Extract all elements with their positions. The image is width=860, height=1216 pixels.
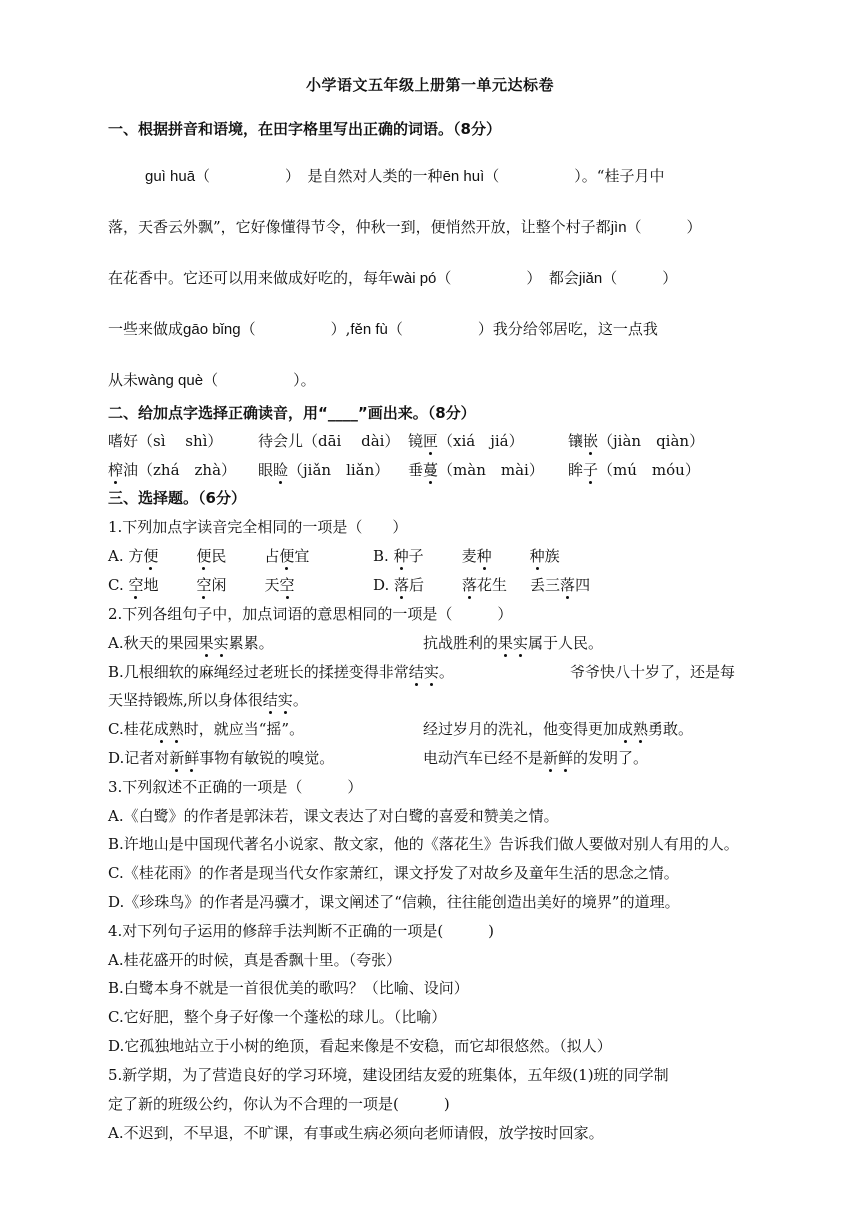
page-title: 小学语文五年级上册第一单元达标卷 [305, 76, 554, 94]
option-word [128, 545, 196, 566]
pronunciation-item [258, 459, 389, 480]
sentence-text: D.记者对 [108, 749, 170, 767]
sentence-left [108, 632, 274, 653]
word-text: 方 [128, 547, 144, 565]
sentence-text: （ ）。“桂子月中 [484, 167, 665, 185]
dotted-character: 嵌 [583, 432, 599, 450]
pinyin-text: ēn huì [442, 168, 485, 185]
dotted-word [543, 749, 573, 767]
sentence-text: 抗战胜利的 [423, 634, 499, 652]
sentence-text: （ ） [626, 218, 702, 236]
sentence-text: （ ） [602, 269, 678, 287]
word-text: 镜 [408, 432, 424, 450]
sentence-text: 累累。 [228, 634, 274, 652]
word-text: 垂 [408, 461, 424, 479]
section1-heading: 一、根据拼音和语境，在田字格里写出正确的词语。（8分） [108, 120, 501, 138]
word-text: 民 [211, 547, 227, 565]
pinyin-text: guì huā [145, 168, 196, 185]
dotted-word [154, 720, 184, 738]
dotted-character: 实 [277, 691, 293, 709]
pronunciation-item [258, 430, 399, 451]
dotted-character: 蔓 [423, 461, 439, 479]
option-word [462, 574, 530, 595]
choice-option [108, 545, 309, 566]
sentence-text: （ ） 是自然对人类的一种 [195, 167, 443, 185]
word-text: 麦 [461, 547, 477, 565]
dotted-character: 鲜 [558, 749, 574, 767]
sentence-text: 经过岁月的洗礼，他变得更加 [423, 720, 619, 738]
sentence-text: 的发明了。 [573, 749, 649, 767]
word-text: 眸 [568, 461, 584, 479]
dotted-word [169, 749, 199, 767]
dotted-character: 实 [213, 634, 229, 652]
word-text: 后 [409, 576, 425, 594]
sentence-left [108, 689, 308, 710]
sentence-text: 一些来做成 [108, 320, 184, 338]
sentence-text: （ ）我分给邻居吃，这一点我 [387, 320, 658, 338]
dotted-character: 种 [529, 547, 545, 565]
reading-choices: （màn mài） [438, 461, 544, 479]
question-3-option-c: C.《桂花雨》的作者是现当代女作家萧红，课文抒发了对故乡及童年生活的思念之情。 [108, 864, 679, 882]
word-text: 镶 [568, 432, 584, 450]
sentence-left [108, 661, 454, 682]
pronunciation-item [108, 430, 222, 451]
section1-line-3 [108, 267, 677, 288]
word-text: 占 [264, 547, 280, 565]
dotted-character: 鲜 [184, 749, 200, 767]
question-5-line-1: 5.新学期，为了营造良好的学习环境，建设团结友爱的班集体，五年级(1)班的同学制 [108, 1066, 669, 1084]
dotted-character: 便 [143, 547, 159, 565]
option-word [196, 574, 264, 595]
choice-option [108, 574, 295, 595]
word-text: 子 [408, 547, 424, 565]
dotted-character: 成 [618, 720, 634, 738]
dotted-character: 实 [513, 634, 529, 652]
dotted-word [618, 720, 648, 738]
reading-choices: （xiá jiá） [438, 432, 524, 450]
question-4-option-b: B.白鹭本身不就是一首很优美的歌吗？（比喻、设问） [108, 979, 469, 997]
question-3: 3.下列叙述不正确的一项是（ ） [108, 778, 363, 796]
question-5-option-a: A.不迟到，不早退，不旷课，有事或生病必须向老师请假，放学按时回家。 [108, 1124, 604, 1142]
reading-choices: 好（sì shì） [123, 432, 223, 450]
dotted-word [199, 634, 229, 652]
word-text: 丢三 [530, 576, 561, 594]
sentence-right [423, 632, 603, 653]
dotted-character: 熟 [168, 720, 184, 738]
question-5-line-2: 定了新的班级公约，你认为不合理的一项是( ) [108, 1095, 450, 1113]
choice-option [373, 574, 590, 595]
section1-line-2 [108, 216, 702, 237]
pinyin-text: gāo bǐng [183, 321, 241, 338]
dotted-character: 子 [583, 461, 599, 479]
dotted-character: 落 [462, 576, 478, 594]
sentence-text: 在花香中。它还可以用来做成好吃的，每年 [108, 269, 394, 287]
option-word [462, 545, 530, 566]
question-1-options-row-2 [108, 574, 768, 598]
pinyin-text: wài pó [393, 270, 437, 287]
dotted-character: 空 [279, 576, 295, 594]
question-1-options-row-1 [108, 545, 768, 569]
pronunciation-item [108, 459, 236, 480]
sentence-text: 勇敢。 [648, 720, 694, 738]
question-3-option-a: A.《白鹭》的作者是郭沫若，课文表达了对白鹭的喜爱和赞美之情。 [108, 807, 559, 825]
sentence-text: 属于人民。 [528, 634, 604, 652]
option-word [128, 574, 196, 595]
pronunciation-item [568, 430, 704, 451]
option-label: D. [373, 576, 395, 594]
dotted-character: 新 [169, 749, 185, 767]
dotted-word [263, 691, 293, 709]
section2-heading: 二、给加点字选择正确读音，用“____”画出来。（8分） [108, 404, 476, 422]
question-3-option-d: D.《珍珠鸟》的作者是冯骥才，课文阐述了“信赖，往往能创造出美好的境界”的道理。 [108, 893, 680, 911]
option-label: C. [108, 576, 129, 594]
option-label: B. [373, 547, 394, 565]
word-text: 待 [258, 432, 274, 450]
reading-choices: 会儿（dāi dài） [273, 432, 400, 450]
sentence-text: A.秋天的果园 [108, 634, 199, 652]
word-text: 宜 [294, 547, 310, 565]
reading-choices: （mú móu） [598, 461, 700, 479]
reading-choices: 油（zhá zhà） [123, 461, 237, 479]
reading-choices: （jiàn qiàn） [598, 432, 705, 450]
word-text: 眼 [258, 461, 274, 479]
option-word [394, 545, 462, 566]
dotted-character: 匣 [423, 432, 439, 450]
reading-choices: （jiǎn liǎn） [288, 461, 390, 479]
sentence-right [423, 718, 693, 739]
word-text: 花生 [477, 576, 508, 594]
sentence-text: 时，就应当“摇”。 [183, 720, 305, 738]
dotted-character: 落 [560, 576, 576, 594]
dotted-character: 种 [393, 547, 409, 565]
pronunciation-item [408, 430, 524, 451]
dotted-character: 成 [153, 720, 169, 738]
pinyin-text: fěn fù [350, 321, 388, 338]
question-4-option-c: C.它好肥，整个身子好像一个蓬松的球儿。（比喻） [108, 1008, 447, 1026]
word-text: 嗜 [108, 432, 124, 450]
word-text: 地 [143, 576, 159, 594]
dotted-word [498, 634, 528, 652]
dotted-character: 空 [128, 576, 144, 594]
question-1: 1.下列加点字读音完全相同的一项是（ ） [108, 518, 408, 536]
section1-line-5 [108, 369, 316, 390]
question-4-option-a: A.桂花盛开的时候，真是香飘十里。（夸张） [108, 951, 402, 969]
pronunciation-item [568, 459, 700, 480]
dotted-character: 种 [476, 547, 492, 565]
section3-heading: 三、选择题。（6分） [108, 489, 246, 507]
dotted-character: 实 [423, 663, 439, 681]
sentence-text: （ ）, [240, 320, 351, 338]
sentence-text: C.桂花 [108, 720, 154, 738]
dotted-character: 结 [408, 663, 424, 681]
dotted-character: 空 [196, 576, 212, 594]
dotted-character: 熟 [633, 720, 649, 738]
dotted-character: 新 [543, 749, 559, 767]
dotted-character: 便 [279, 547, 295, 565]
option-word [264, 545, 309, 566]
sentence-text: （ ） 都会 [436, 269, 579, 287]
word-text: 闲 [211, 576, 227, 594]
option-word [264, 574, 294, 595]
dotted-character: 榨 [108, 461, 124, 479]
sentence-left [108, 747, 334, 768]
sentence-text: 。 [292, 691, 308, 709]
pinyin-text: jìn [610, 219, 627, 236]
option-label: A. [108, 547, 129, 565]
dotted-character: 结 [262, 691, 278, 709]
question-4-option-d: D.它孤独地站立于小树的绝顶，看起来像是不安稳，而它却很悠然。（拟人） [108, 1037, 612, 1055]
dotted-character: 果 [198, 634, 214, 652]
pinyin-text: jiǎn [578, 270, 603, 287]
word-text: 四 [575, 576, 591, 594]
choice-option [373, 545, 560, 566]
sentence-text: 事物有敏锐的嗅觉。 [199, 749, 335, 767]
option-word [530, 545, 560, 566]
sentence-text: B.几根细软的麻绳经过老班长的揉搓变得非常 [108, 663, 409, 681]
sentence-text: 。 [438, 663, 454, 681]
option-word [196, 545, 264, 566]
word-text: 族 [544, 547, 560, 565]
section1-line-1 [145, 165, 664, 186]
sentence-text: 从未 [108, 371, 139, 389]
option-word [530, 574, 590, 595]
sentence-text: （ ）。 [203, 371, 316, 389]
section1-line-4 [108, 318, 658, 339]
sentence-text: 落，天香云外飘”，它好像懂得节令，仲秋一到，便悄然开放，让整个村子都 [108, 218, 611, 236]
dotted-word [409, 663, 439, 681]
question-2: 2.下列各组句子中，加点词语的意思相同的一项是（ ） [108, 605, 513, 623]
sentence-text: 电动汽车已经不是 [423, 749, 544, 767]
question-3-option-b: B.许地山是中国现代著名小说家、散文家，他的《落花生》告诉我们做人要做对别人有用的人。 [108, 835, 739, 853]
pronunciation-item [408, 459, 544, 480]
dotted-character: 果 [498, 634, 514, 652]
option-word [394, 574, 462, 595]
sentence-right: 爷爷快八十岁了，还是每 [570, 663, 736, 681]
sentence-right [423, 747, 648, 768]
sentence-left [108, 718, 304, 739]
dotted-character: 落 [394, 576, 410, 594]
dotted-character: 睑 [273, 461, 289, 479]
sentence-text: 天坚持锻炼,所以身体很 [108, 691, 263, 709]
word-text: 天 [264, 576, 280, 594]
dotted-character: 便 [196, 547, 212, 565]
pinyin-text: wàng què [138, 372, 204, 389]
question-4: 4.对下列句子运用的修辞手法判断不正确的一项是( ) [108, 922, 495, 940]
